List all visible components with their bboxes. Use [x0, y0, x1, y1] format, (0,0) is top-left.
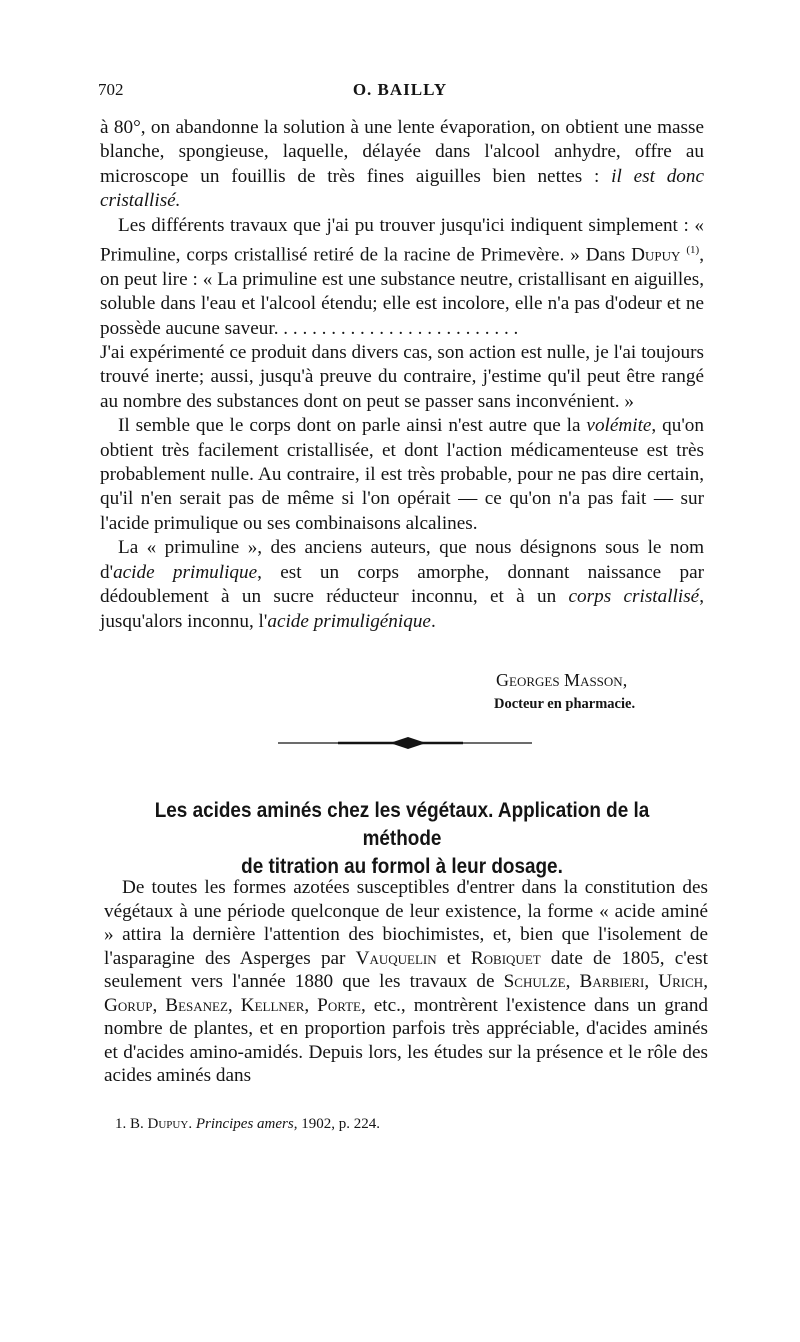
running-title: O. BAILLY	[352, 80, 448, 99]
article-title-line: Les acides aminés chez les végétaux. Application de la méthode	[154, 798, 650, 850]
emphasis: il est donc cristallisé.	[100, 165, 704, 212]
signature-block	[494, 668, 635, 716]
previous-article-body	[100, 116, 704, 634]
signature-name: Georges Masson,	[496, 670, 628, 690]
emphasis: acide primulique	[113, 561, 258, 583]
paragraph: à 80°, on abandonne la solution à une lente évaporation, on obtient une masse blanche, spongieuse, laquelle, délayée dans l'alcool anhydre, offre au microscope un fouillis de très fines aiguilles bien nettes : il est donc cristallisé.	[100, 117, 704, 212]
article-paragraph: De toutes les formes azotées susceptibles d'entrer dans la constitution des végétaux à une période quelconque de leur existence, la forme « acide aminé » attira la dernière l'attention des biochimistes, et, bien que l'isolement de l'asparagine des Asperges par Vauquelin et Robiquet date de 1805, c'est seulement vers l'année 1880 que les travaux de Schulze, Barbieri, Urich, Gorup, Besanez, Kellner, Porte, etc., montrèrent l'existence dans un grand nombre de plantes, et en proportion parfois très appréciable, d'acides aminés et d'acides amino-amidés. Depuis lors, les études sur la présence et le rôle des acides aminés dans	[104, 877, 709, 1086]
footnote-author: Dupuy	[147, 1116, 189, 1132]
paragraph: Il semble que le corps dont on parle ainsi n'est autre que la volémite, qu'on obtient très facilement cristallisée, et dont l'action médicamenteuse est très probablement nulle. Au contraire, il est très probable, pour ne pas dire certain, qu'il n'en serait pas de même si l'on opérait — ce qu'on n'a pas fait — sur l'acide primulique ou ses combinaisons alcalines.	[100, 415, 704, 534]
emphasis: acide primuligénique	[267, 610, 431, 632]
page-header	[98, 80, 702, 104]
article-title	[133, 796, 672, 880]
emphasis: volémite	[586, 415, 652, 437]
rule-with-diamond-ornament-icon	[278, 733, 532, 753]
footnote-title: Principes amers	[195, 1116, 294, 1132]
signature-title: Docteur en pharmacie.	[494, 696, 636, 712]
paragraph: La « primuline », des anciens auteurs, que nous désignons sous le nom d'acide primulique, est un corps amorphe, donnant naissance par dédoublement à un sucre réducteur inconnu, et à un corps cristallisé, jusqu'alors inconnu, l'acide primuligénique.	[100, 537, 704, 632]
page-number: 702	[98, 80, 124, 99]
author-names: Schulze, Barbieri, Urich, Gorup, Besanez, Kellner, Porte	[104, 971, 708, 1016]
paragraph: Les différents travaux que j'ai pu trouver jusqu'ici indiquent simplement : « Primuline, corps cristallisé retiré de la racine de Primevère. » Dans Dupuy $^{(1)}$, on peut lire : « La primuline est une substance neutre, cristallisant en aiguilles, soluble dans l'eau et l'alcool étendu; elle est incolore, elle n'a pas d'odeur et ne possède aucune saveur. . . . . . . . . . . . . . . . . . . . . . . . . .	[100, 214, 705, 339]
article-title-line: de titration au formol à leur dosage.	[241, 854, 563, 878]
paragraph: J'ai expérimenté ce produit dans divers cas, son action est nulle, je l'ai toujours trouvé inerte; aussi, jusqu'à preuve du contraire, j'estime qu'il peut être rangé au nombre des substances dont on peut se passer sans inconvénient. »	[100, 342, 704, 412]
author-name: Robiquet	[470, 947, 541, 969]
author-name: Dupuy	[631, 244, 681, 266]
footnote: 1. B. Dupuy. Principes amers, 1902, p. 224.	[115, 1116, 380, 1132]
emphasis: corps cristallisé	[568, 586, 700, 608]
author-name: Vauquelin	[355, 947, 437, 969]
footnote-ref: (1)	[686, 244, 700, 257]
